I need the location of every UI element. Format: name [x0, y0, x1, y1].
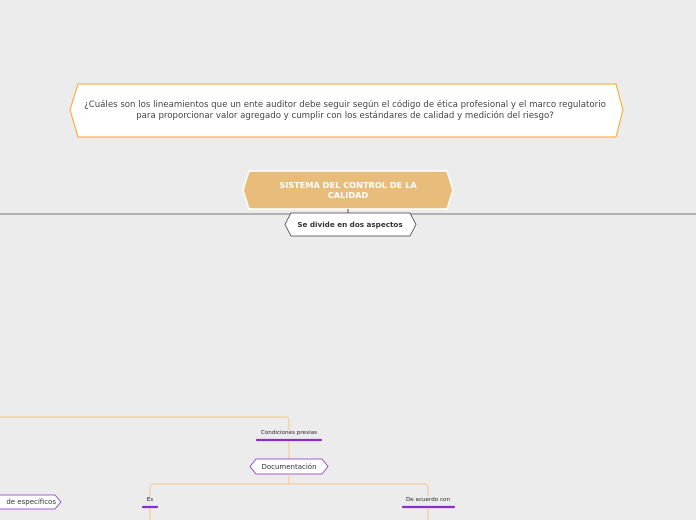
- conditions-label[interactable]: Condiciones previas: [260, 430, 318, 436]
- connector-doc-branches: [150, 484, 428, 497]
- es-label[interactable]: Es: [146, 497, 154, 503]
- documentation-text: Documentación: [261, 462, 317, 471]
- specifics-node[interactable]: [0, 495, 58, 509]
- question-text: ¿Cuáles son los lineamientos que un ente auditor debe seguir según el código de ética profesional y el marco regulatorio para proporcionar valor agregado y cumplir con los estándares de calidad y medición del riesgo?: [84, 99, 606, 121]
- specifics-text: de específicos: [6, 498, 56, 506]
- subtopic-text: Se divide en dos aspectos: [297, 219, 403, 229]
- main-topic-node[interactable]: [258, 174, 438, 206]
- connector-left-conditions: [0, 417, 289, 430]
- according-label[interactable]: De acuerdo con: [405, 497, 450, 503]
- main-topic-text: SISTEMA DEL CONTROL DE LA CALIDAD: [279, 179, 417, 200]
- subtopic-node[interactable]: [290, 214, 410, 234]
- documentation-node[interactable]: [252, 459, 326, 474]
- question-node[interactable]: [84, 88, 606, 134]
